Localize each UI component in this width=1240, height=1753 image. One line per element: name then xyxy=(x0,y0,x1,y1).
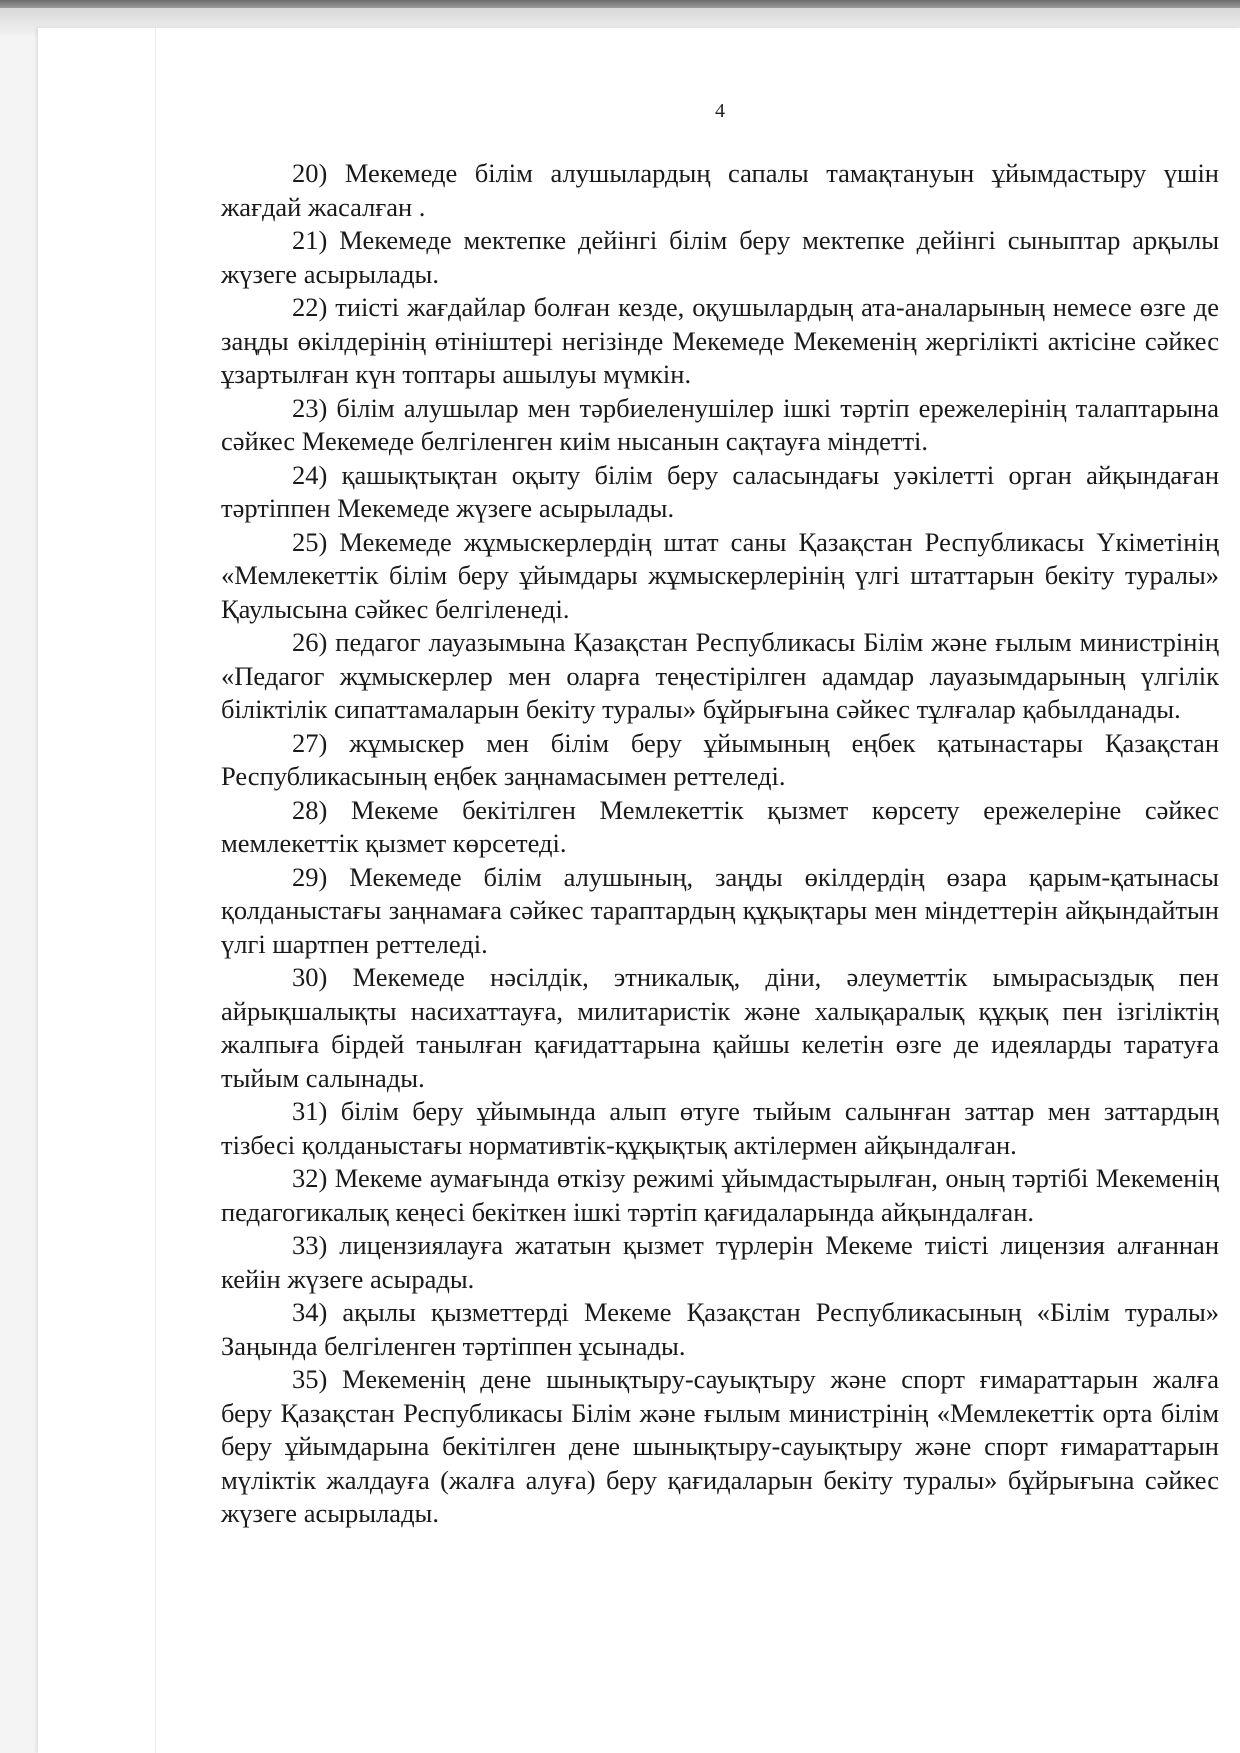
paragraph-28: 28) Мекеме бекітілген Мемлекеттік қызмет көрсету ережелеріне сәйкес мемлекеттік қызмет көрсетеді. xyxy=(221,794,1219,858)
paragraph-34: 34) ақылы қызметтерді Мекеме Қазақстан Республикасының «Білім туралы» Заңында белгіленген тәртіппен ұсынады. xyxy=(221,1297,1219,1361)
paragraph-29: 29) Мекемеде білім алушының, заңды өкілдердің өзара қарым-қатынасы қолданыстағы заңнамаға сәйкес тараптардың құқықтары мен міндеттерін айқындайтын үлгі шартпен реттеледі. xyxy=(221,861,1219,959)
page-fold-line xyxy=(155,28,156,1753)
document-body xyxy=(221,157,1219,1531)
paragraph-32: 32) Мекеме аумағында өткізу режимі ұйымдастырылған, оның тәртібі Мекеменің педагогикалық кеңесі бекіткен ішкі тәртіп қағидаларында айқындалған. xyxy=(221,1163,1219,1227)
paragraph-30: 30) Мекемеде нәсілдік, этникалық, діни, әлеуметтік ымырасыздық пен айрықшалықты насихаттауға, милитаристік және халықаралық құқық пен ізгіліктің жалпыға бірдей танылған қағидаттарына қайшы келетін өзге де идеяларды таратуға тыйым салынады. xyxy=(221,962,1219,1093)
paragraph-31: 31) білім беру ұйымында алып өтуге тыйым салынған заттар мен заттардың тізбесі қолданыстағы нормативтік-құқықтық актілермен айқындалған. xyxy=(221,1096,1219,1160)
page-number: 4 xyxy=(715,100,725,122)
paragraph-23: 23) білім алушылар мен тәрбиеленушілер ішкі тәртіп ережелерінің талаптарына сәйкес Мекемеде белгіленген киім нысанын сақтауға міндетті. xyxy=(221,392,1219,456)
paragraph-25: 25) Мекемеде жұмыскерлердің штат саны Қазақстан Республикасы Үкіметінің «Мемлекеттік білім беру ұйымдары жұмыскерлерінің үлгі штаттарын бекіту туралы» Қаулысына сәйкес белгіленеді. xyxy=(221,526,1219,624)
paragraph-21: 21) Мекемеде мектепке дейінгі білім беру мектепке дейінгі сыныптар арқылы жүзеге асырылады. xyxy=(221,225,1219,289)
scan-top-edge xyxy=(0,0,1240,8)
paragraph-35: 35) Мекеменің дене шынықтыру-сауықтыру және спорт ғимараттарын жалға беру Қазақстан Республикасы Білім және ғылым министрінің «Мемлекеттік орта білім беру ұйымдарына бекітілген дене шынықтыру-сауықтыру және спорт ғимараттарын мүліктік жалдауға (жалға алуға) беру қағидаларын бекіту туралы» бұйрығына сәйкес жүзеге асырылады. xyxy=(221,1364,1219,1528)
paragraph-26: 26) педагог лауазымына Қазақстан Республикасы Білім және ғылым министрінің «Педагог жұмыскерлер мен оларға теңестірілген адамдар лауазымдарының үлгілік біліктілік сипаттамаларын бекіту туралы» бұйрығына сәйкес тұлғалар қабылданады. xyxy=(221,627,1219,724)
paragraph-20: 20) Мекемеде білім алушылардың сапалы тамақтануын ұйымдастыру үшін жағдай жасалған . xyxy=(221,158,1219,222)
paragraph-22: 22) тиісті жағдайлар болған кезде, оқушылардың ата-аналарының немесе өзге де заңды өкілдерінің өтініштері негізінде Мекемеде Мекеменің жергілікті актісіне сәйкес ұзартылған күн топтары ашылуы мүмкін. xyxy=(221,292,1219,389)
paragraph-27: 27) жұмыскер мен білім беру ұйымының еңбек қатынастары Қазақстан Республикасының еңбек заңнамасымен реттеледі. xyxy=(221,727,1219,791)
paragraph-33: 33) лицензиялауға жататын қызмет түрлерін Мекеме тиісті лицензия алғаннан кейін жүзеге асырады. xyxy=(221,1230,1219,1294)
paragraph-24: 24) қашықтықтан оқыту білім беру саласындағы уәкілетті орган айқындаған тәртіппен Мекемеде жүзеге асырылады. xyxy=(221,459,1219,523)
